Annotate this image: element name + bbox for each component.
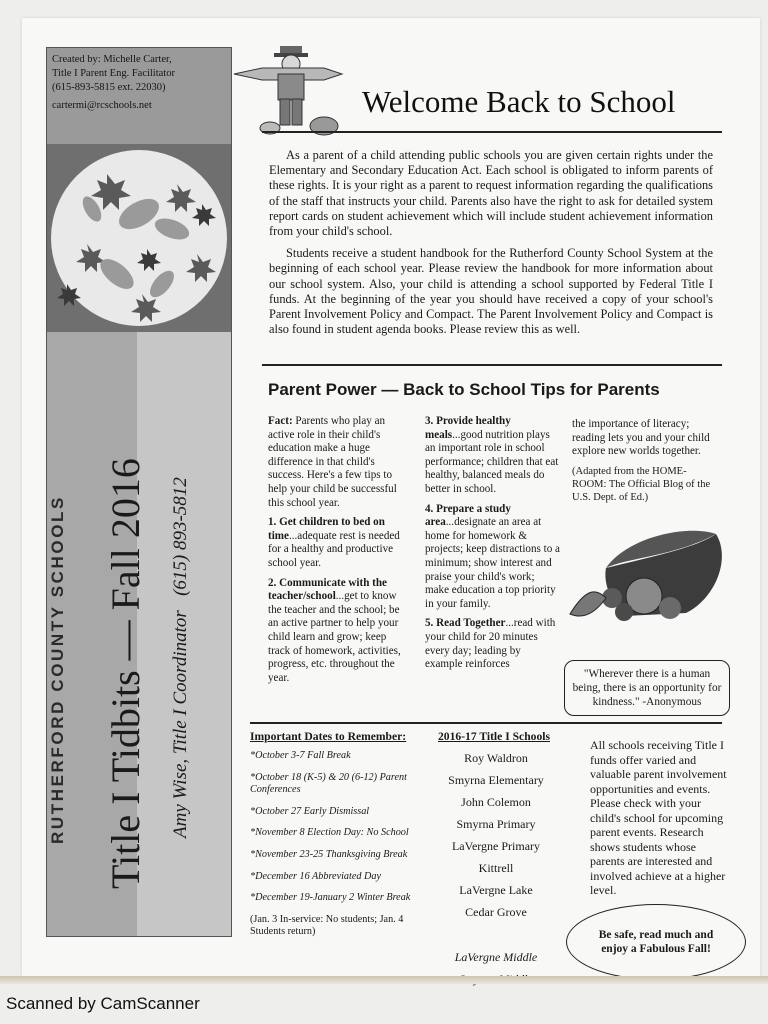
tip-lead: 5. Read Together xyxy=(425,617,506,630)
contact-line: Title I Parent Eng. Facilitator xyxy=(52,68,175,79)
coordinator-line xyxy=(170,477,192,838)
date-item: *October 18 (K-5) & 20 (6-12) Parent Conferences xyxy=(250,771,407,796)
tip-text: ...designate an area at home for homework & projects; keep distractions to a minimum; show interest and praise your child's work; make education a top priority in your family. xyxy=(425,516,560,610)
coordinator-phone: (615) 893-5812 xyxy=(170,477,191,596)
cornucopia-clipart xyxy=(566,528,736,633)
fact-text: Parents who play an active role in their child's education make a huge difference in that child's success. Here's a few tips to help your child be successful this school year. xyxy=(268,415,397,509)
tips-column-2 xyxy=(425,415,561,678)
tips-source: (Adapted from the HOME-ROOM: The Official Blog of the U.S. Dept. of Ed.) xyxy=(572,465,711,503)
date-item: (Jan. 3 In-service: No students; Jan. 4 Students return) xyxy=(250,913,404,938)
newsletter-title: Title I Tidbits — Fall 2016 xyxy=(103,458,148,889)
intro-paragraph: Students receive a student handbook for the Rutherford County School System at the beginning of each school year. Please review the handbook for more information about our school system. Also, your child is attending a school supported by Federal Title I funds. At the beginning of the year you should have received a copy of your school's Parent Involvement Policy and Compact. The Parent Involvement Policy and Compact is also found in student agenda books. Please review this as well. xyxy=(269,246,713,337)
lower-divider xyxy=(250,722,722,724)
date-item: *November 23-25 Thanksgiving Break xyxy=(250,848,408,860)
closing-oval: Be safe, read much and enjoy a Fabulous Fall! xyxy=(566,904,746,980)
date-item: *October 27 Early Dismissal xyxy=(250,805,370,817)
page-title: Welcome Back to School xyxy=(362,84,676,119)
tip-lead: 2. Communicate with the teacher/school xyxy=(268,576,387,603)
school-item: LaVergne Lake xyxy=(459,883,533,897)
school-item: LaVergne Middle xyxy=(454,950,538,964)
school-item: Cedar Grove xyxy=(465,905,527,919)
schools-list xyxy=(428,750,564,926)
title-divider xyxy=(262,131,722,133)
tip-text: ...adequate rest is needed for a healthy and productive school year. xyxy=(268,529,400,569)
scarecrow-clipart xyxy=(232,44,344,141)
dates-list xyxy=(250,750,426,948)
tips-heading: Parent Power — Back to School Tips for Parents xyxy=(268,380,660,399)
section-divider xyxy=(262,364,722,366)
intro-text xyxy=(269,148,713,344)
date-item: *December 19-January 2 Winter Break xyxy=(250,892,411,904)
kindness-quote: "Wherever there is a human being, there is an opportunity for kindness." -Anonymous xyxy=(564,660,730,716)
tip-text: ...read with your child for 20 minutes every day; leading by example reinforces xyxy=(425,617,556,671)
school-item: LaVergne Primary xyxy=(451,839,541,853)
tips-column-3 xyxy=(572,418,714,510)
coordinator-name: Amy Wise, Title I Coordinator xyxy=(170,610,191,838)
date-item: *December 16 Abbreviated Day xyxy=(250,870,381,882)
autumn-leaves-image xyxy=(47,144,231,332)
school-item: Smyrna Primary xyxy=(456,817,536,831)
intro-paragraph: As a parent of a child attending public schools you are given certain rights under the Elementary and Secondary Education Act. Each school is obligated to inform parents of these rights. It is your right as a parent to request information regarding the qualifications of the staff that instructs your child. Parents also have the right to ask for detailed system report cards on student achievement which will include student achievement information from your child's school. xyxy=(269,148,713,239)
school-item: John Colemon xyxy=(461,795,531,809)
dates-heading: Important Dates to Remember: xyxy=(250,730,407,743)
involvement-text: All schools receiving Title I funds offer varied and valuable parent involvement opportunities and events. Please check with your child's school for upcoming parent events. Research shows students whose parents are interested and involved achieve at a higher level. xyxy=(590,738,727,897)
tip-text: ...good nutrition plays an important role in school performance; children that eat healthy, balanced meals do better in school. xyxy=(425,428,559,495)
school-item: Smyrna Elementary xyxy=(448,773,544,787)
tip-lead: 1. Get children to bed on time xyxy=(268,516,385,542)
contact-line: Created by: Michelle Carter, xyxy=(52,54,172,65)
school-item: Roy Waldron xyxy=(464,751,528,765)
schools-heading: 2016-17 Title I Schools xyxy=(438,730,550,743)
tips-column-1 xyxy=(268,415,404,691)
contact-line: (615-893-5815 ext. 22030) xyxy=(52,82,166,93)
tip-lead: 4. Prepare a study area xyxy=(425,502,511,529)
school-item: Kittrell xyxy=(478,861,514,875)
tip-continued: the importance of literacy; reading lets you and your child explore new worlds together. xyxy=(572,418,710,458)
contact-box xyxy=(47,48,231,144)
district-name: RUTHERFORD COUNTY SCHOOLS xyxy=(48,495,67,844)
scanner-watermark: Scanned by CamScanner xyxy=(6,994,200,1013)
tip-lead: 3. Provide healthy meals xyxy=(425,415,511,441)
date-item: *October 3-7 Fall Break xyxy=(250,750,351,761)
fact-label: Fact: xyxy=(268,415,293,427)
contact-email: cartermi@rcschools.net xyxy=(52,100,152,111)
tip-text: ...get to know the teacher and the school; be an active partner to help your child learn and grow; keep track of homework, activities, progress, etc. throughout the year. xyxy=(268,590,401,684)
date-item: *November 8 Election Day: No School xyxy=(250,827,409,839)
